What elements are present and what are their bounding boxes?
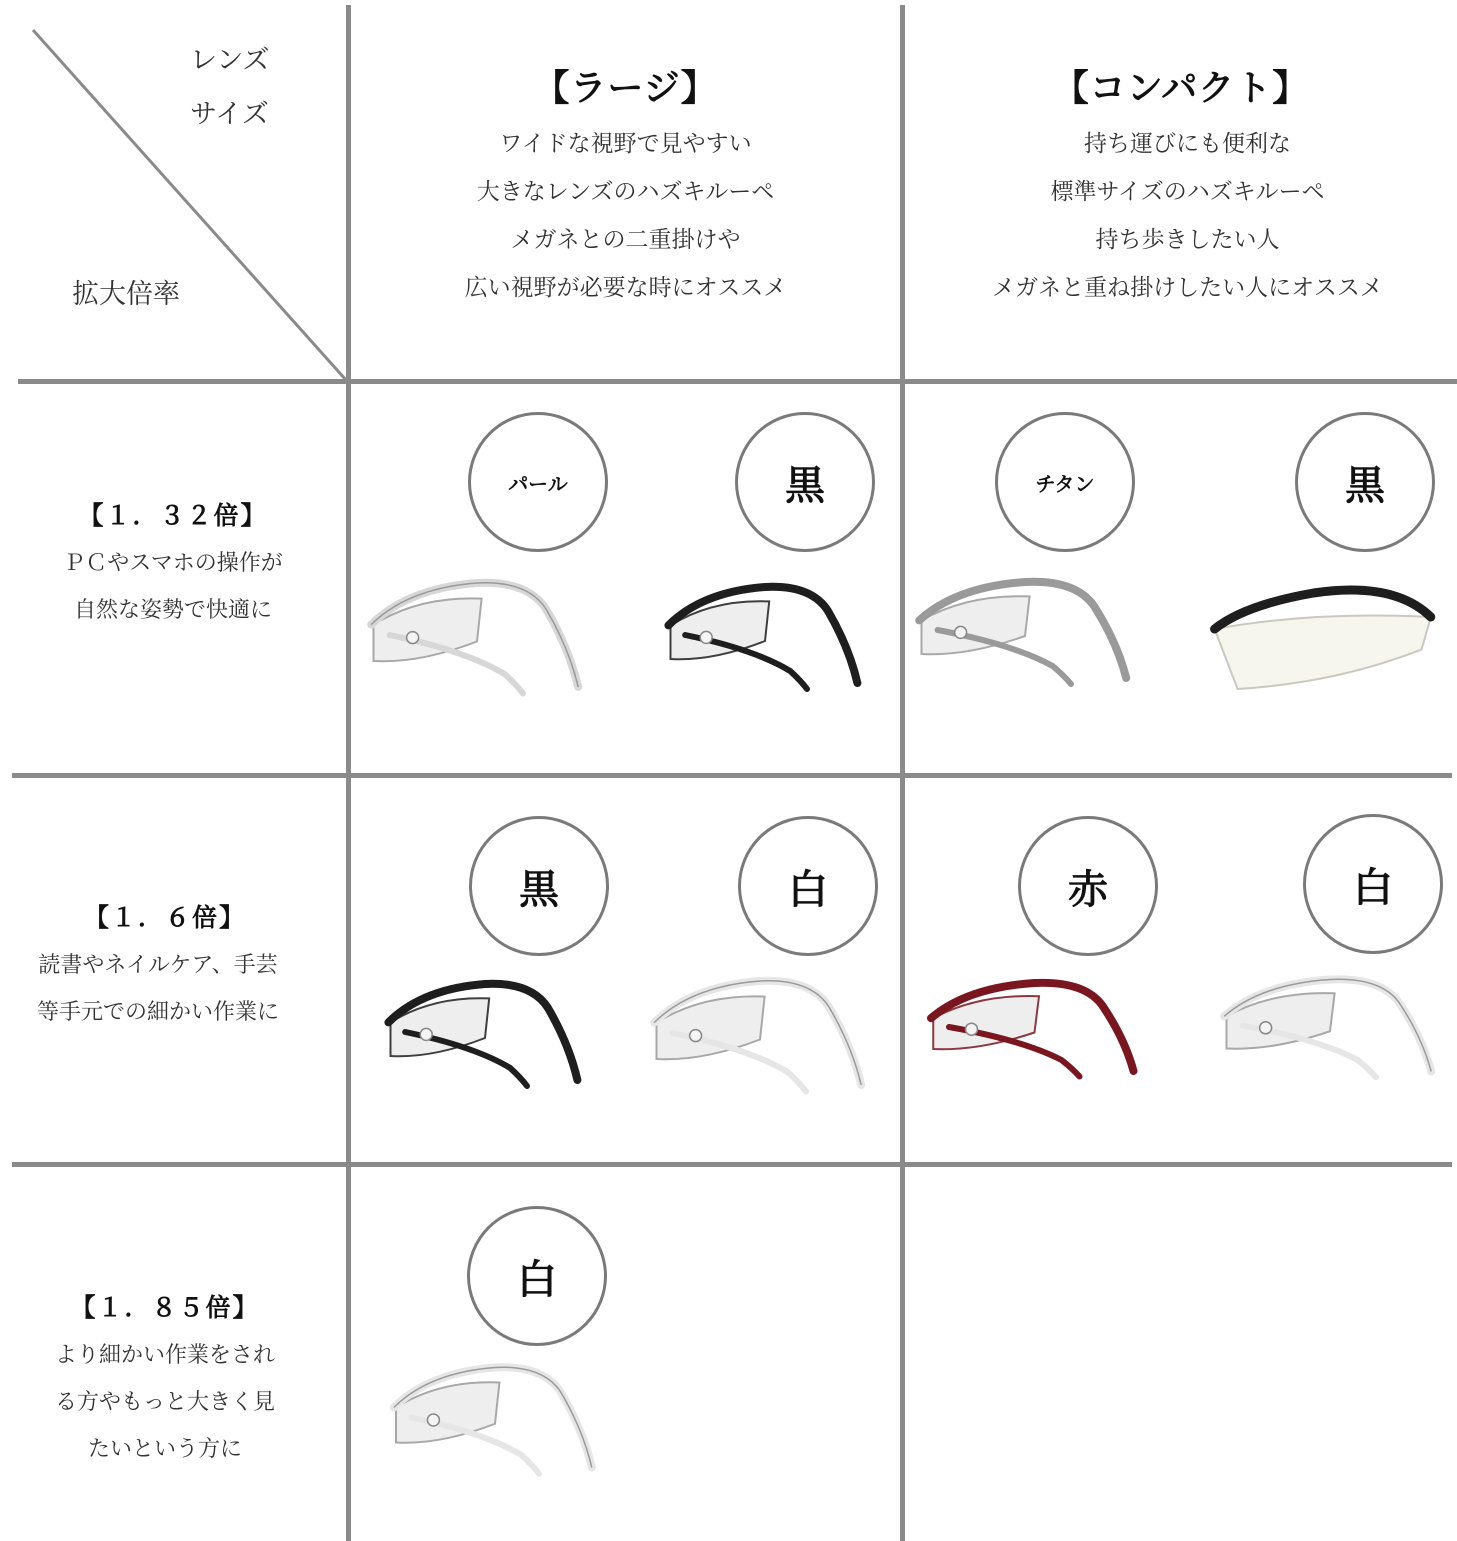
glasses-image [922, 972, 1147, 1082]
row-desc-line: 等手元での細かい作業に [36, 1000, 279, 1025]
row-desc-line: より細かい作業をされ [54, 1343, 275, 1368]
row-desc-1-6x [0, 942, 316, 1036]
corner-size-label: サイズ [190, 99, 269, 130]
row-desc-line: 読書やネイルケア、手芸 [38, 953, 278, 978]
color-badge-white: 白 [738, 816, 878, 956]
color-badge-white: 白 [467, 1206, 607, 1346]
row-title-1-6x: 【１．６倍】 [83, 903, 246, 932]
hinge-shape [407, 632, 419, 644]
column-title-large: 【ラージ】 [533, 68, 718, 109]
column-desc-compact [905, 120, 1457, 312]
grid-hline-3 [12, 1162, 1452, 1167]
color-badge-black: 黒 [735, 412, 875, 552]
column-desc-line: 標準サイズのハズキルーペ [1050, 179, 1325, 205]
column-desc-line: ワイドな視野で見やすい [499, 131, 752, 157]
column-desc-line: メガネとの二重掛けや [510, 227, 741, 253]
column-desc-line: 持ち歩きしたい人 [1095, 227, 1280, 253]
color-badge-black: 黒 [1295, 412, 1435, 552]
glasses-image [380, 972, 590, 1092]
corner-lens-label: レンズ [190, 45, 270, 76]
hinge-shape [427, 1414, 439, 1426]
row-desc-line: たいという方に [87, 1437, 242, 1462]
glasses-image [660, 575, 870, 695]
row-title-1-85x: 【１．８５倍】 [70, 1293, 260, 1322]
color-badge-black: 黒 [469, 816, 609, 956]
row-desc-line: る方やもっと大きく見 [54, 1390, 275, 1415]
column-desc-line: メガネと重ね掛けしたい人にオススメ [992, 275, 1383, 301]
color-badge-pearl: パール [468, 412, 608, 552]
glasses-image [362, 570, 592, 700]
column-desc-line: 広い視野が必要な時にオススメ [464, 275, 787, 301]
hinge-shape [690, 1030, 702, 1042]
column-desc-line: 大きなレンズのハズキルーペ [476, 179, 775, 205]
hinge-shape [700, 631, 712, 643]
column-title-compact: 【コンパクト】 [1052, 68, 1310, 109]
glasses-image [385, 1355, 605, 1480]
glasses-image [645, 968, 875, 1098]
hinge-shape [966, 1023, 978, 1035]
corner-magnification-label: 拡大倍率 [72, 279, 180, 310]
row-desc-1-32x [0, 540, 346, 634]
hinge-shape [955, 626, 967, 638]
hinge-shape [420, 1028, 432, 1040]
grid-hline-2 [12, 773, 1452, 778]
row-desc-line: ＰＣやスマホの操作が [63, 551, 283, 576]
glasses-image [1215, 968, 1445, 1083]
color-badge-white: 白 [1303, 814, 1443, 954]
column-desc-line: 持ち運びにも便利な [1084, 131, 1291, 157]
column-desc-large [351, 120, 900, 312]
hinge-shape [1260, 1022, 1272, 1034]
row-desc-1-85x [0, 1332, 330, 1473]
row-title-1-32x: 【１．３２倍】 [78, 501, 268, 530]
lens-shape [1215, 616, 1431, 690]
color-badge-titanium: チタン [995, 412, 1135, 552]
color-badge-red: 赤 [1018, 816, 1158, 956]
glasses-image-compact-front [1210, 575, 1440, 695]
glasses-image [910, 570, 1140, 690]
corner-diagonal [0, 0, 360, 390]
row-desc-line: 自然な姿勢で快適に [73, 598, 272, 623]
